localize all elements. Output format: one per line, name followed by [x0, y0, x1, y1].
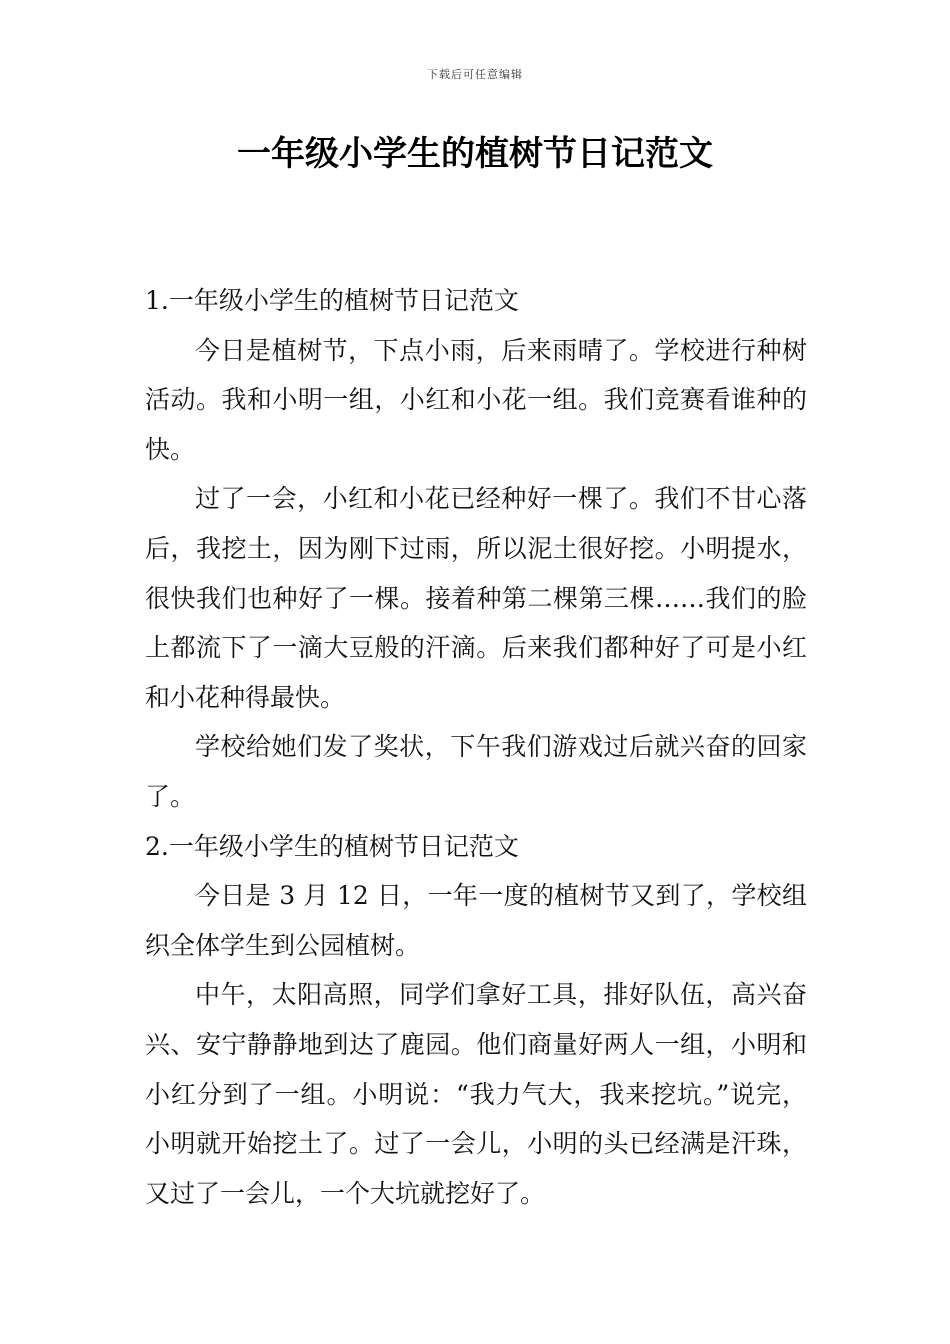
document-body	[145, 276, 807, 1218]
paragraph: 中午，太阳高照，同学们拿好工具，排好队伍，高兴奋兴、安宁静静地到达了鹿园。他们商量好两人一组，小明和小红分到了一组。小明说：“我力气大，我来挖坑。”说完，小明就开始挖土了。过了一会儿，小明的头已经满是汗珠，又过了一会儿，一个大坑就挖好了。	[145, 980, 807, 1208]
section-heading: 1.一年级小学生的植树节日记范文	[145, 286, 519, 315]
document-title: 一年级小学生的植树节日记范文	[237, 134, 713, 174]
section-heading: 2.一年级小学生的植树节日记范文	[145, 831, 519, 861]
paragraph: 过了一会，小红和小花已经种好一棵了。我们不甘心落后，我挖土，因为刚下过雨，所以泥土很好挖。小明提水，很快我们也种好了一棵。接着种第二棵第三棵……我们的脸上都流下了一滴大豆般的汗滴。后来我们都种好了可是小红和小花种得最快。	[145, 484, 807, 712]
paragraph: 今日是 3 月 12 日，一年一度的植树节又到了，学校组织全体学生到公园植树。	[145, 881, 807, 960]
header-note: 下载后可任意编辑	[427, 68, 523, 81]
paragraph: 学校给她们发了奖状，下午我们游戏过后就兴奋的回家了。	[145, 732, 807, 811]
paragraph: 今日是植树节，下点小雨，后来雨晴了。学校进行种树活动。我和小明一组，小红和小花一组。我们竞赛看谁种的快。	[145, 335, 807, 464]
